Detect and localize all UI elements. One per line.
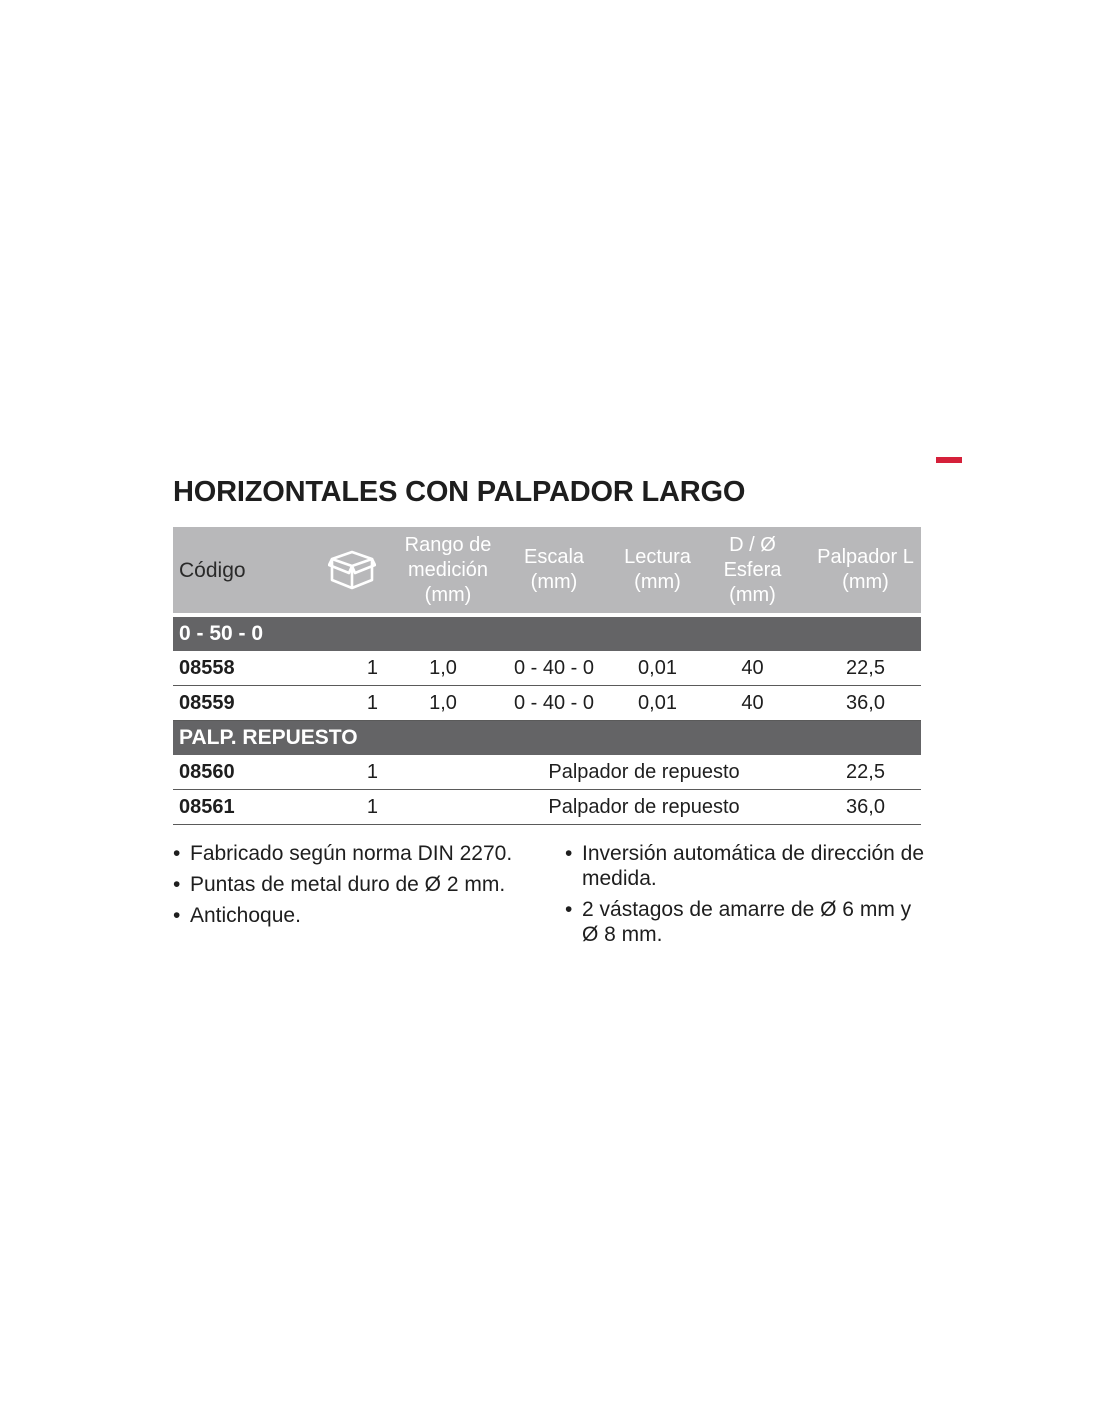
group-row bbox=[173, 721, 921, 756]
header-range-line-3: (mm) bbox=[424, 583, 472, 606]
cell-code: 08558 bbox=[173, 651, 333, 686]
cell-reading: 0,01 bbox=[620, 651, 695, 686]
bullet-icon: • bbox=[565, 842, 573, 865]
cell-range: 1,0 bbox=[398, 651, 488, 686]
header-probe-line-1: Palpador L bbox=[817, 546, 914, 568]
header-scale bbox=[488, 527, 620, 613]
bullet-icon: • bbox=[565, 898, 573, 921]
table-row bbox=[173, 651, 921, 686]
header-dial bbox=[695, 527, 810, 613]
header-reading-line-1: Lectura bbox=[624, 546, 691, 568]
spec-table bbox=[173, 527, 921, 825]
cell-qty: 1 bbox=[333, 651, 398, 686]
feature-item bbox=[173, 903, 553, 928]
header-reading-line-2: (mm) bbox=[634, 571, 681, 593]
cell-code: 08559 bbox=[173, 686, 333, 721]
header-range-line-2: medición bbox=[407, 558, 489, 581]
cell-qty: 1 bbox=[333, 755, 398, 790]
table-row bbox=[173, 686, 921, 721]
cell-description: Palpador de repuesto bbox=[398, 790, 810, 825]
group-label: PALP. REPUESTO bbox=[173, 721, 921, 756]
header-dial-line-1: D / Ø bbox=[729, 533, 776, 556]
header-scale-line-2: (mm) bbox=[530, 571, 578, 593]
cell-probe: 36,0 bbox=[810, 790, 921, 825]
feature-item bbox=[173, 872, 553, 897]
section-marker bbox=[936, 457, 962, 463]
cell-probe: 22,5 bbox=[810, 651, 921, 686]
header-range-line-1: Rango de bbox=[404, 533, 492, 556]
bullet-icon: • bbox=[173, 842, 181, 865]
cell-code: 08560 bbox=[173, 755, 333, 790]
page-title: HORIZONTALES CON PALPADOR LARGO bbox=[173, 476, 746, 508]
cell-dial: 40 bbox=[695, 651, 810, 686]
features-left-column bbox=[173, 841, 553, 934]
feature-text: Puntas de metal duro de Ø 2 mm. bbox=[190, 873, 506, 896]
table-row bbox=[173, 790, 921, 825]
feature-item bbox=[565, 897, 925, 947]
feature-text: Inversión automática de dirección de medida. bbox=[582, 842, 925, 890]
feature-item bbox=[173, 841, 553, 866]
table-row bbox=[173, 755, 921, 790]
cell-reading: 0,01 bbox=[620, 686, 695, 721]
header-package bbox=[333, 527, 398, 613]
feature-text: Fabricado según norma DIN 2270. bbox=[190, 842, 513, 865]
cell-description: Palpador de repuesto bbox=[398, 755, 810, 790]
cell-scale: 0 - 40 - 0 bbox=[488, 651, 620, 686]
cell-probe: 22,5 bbox=[810, 755, 921, 790]
cell-code: 08561 bbox=[173, 790, 333, 825]
features-right-column bbox=[565, 841, 925, 953]
feature-text: Antichoque. bbox=[190, 904, 301, 927]
header-reading bbox=[620, 527, 695, 613]
cell-dial: 40 bbox=[695, 686, 810, 721]
bullet-icon: • bbox=[173, 904, 181, 927]
cell-scale: 0 - 40 - 0 bbox=[488, 686, 620, 721]
header-code: Código bbox=[173, 527, 333, 613]
header-range bbox=[398, 527, 492, 613]
box-icon bbox=[328, 548, 376, 592]
cell-qty: 1 bbox=[333, 686, 398, 721]
header-probe bbox=[810, 527, 921, 613]
feature-text: 2 vástagos de amarre de Ø 6 mm y Ø 8 mm. bbox=[582, 898, 912, 946]
header-dial-line-2: Esfera bbox=[723, 558, 782, 581]
table-header-row bbox=[173, 527, 921, 613]
cell-range: 1,0 bbox=[398, 686, 488, 721]
cell-qty: 1 bbox=[333, 790, 398, 825]
feature-item bbox=[565, 841, 925, 891]
header-scale-line-1: Escala bbox=[523, 546, 585, 568]
group-label: 0 - 50 - 0 bbox=[173, 617, 921, 651]
group-row bbox=[173, 617, 921, 651]
cell-probe: 36,0 bbox=[810, 686, 921, 721]
header-dial-line-3: (mm) bbox=[729, 583, 776, 606]
bullet-icon: • bbox=[173, 873, 181, 896]
header-probe-line-2: (mm) bbox=[842, 571, 889, 593]
